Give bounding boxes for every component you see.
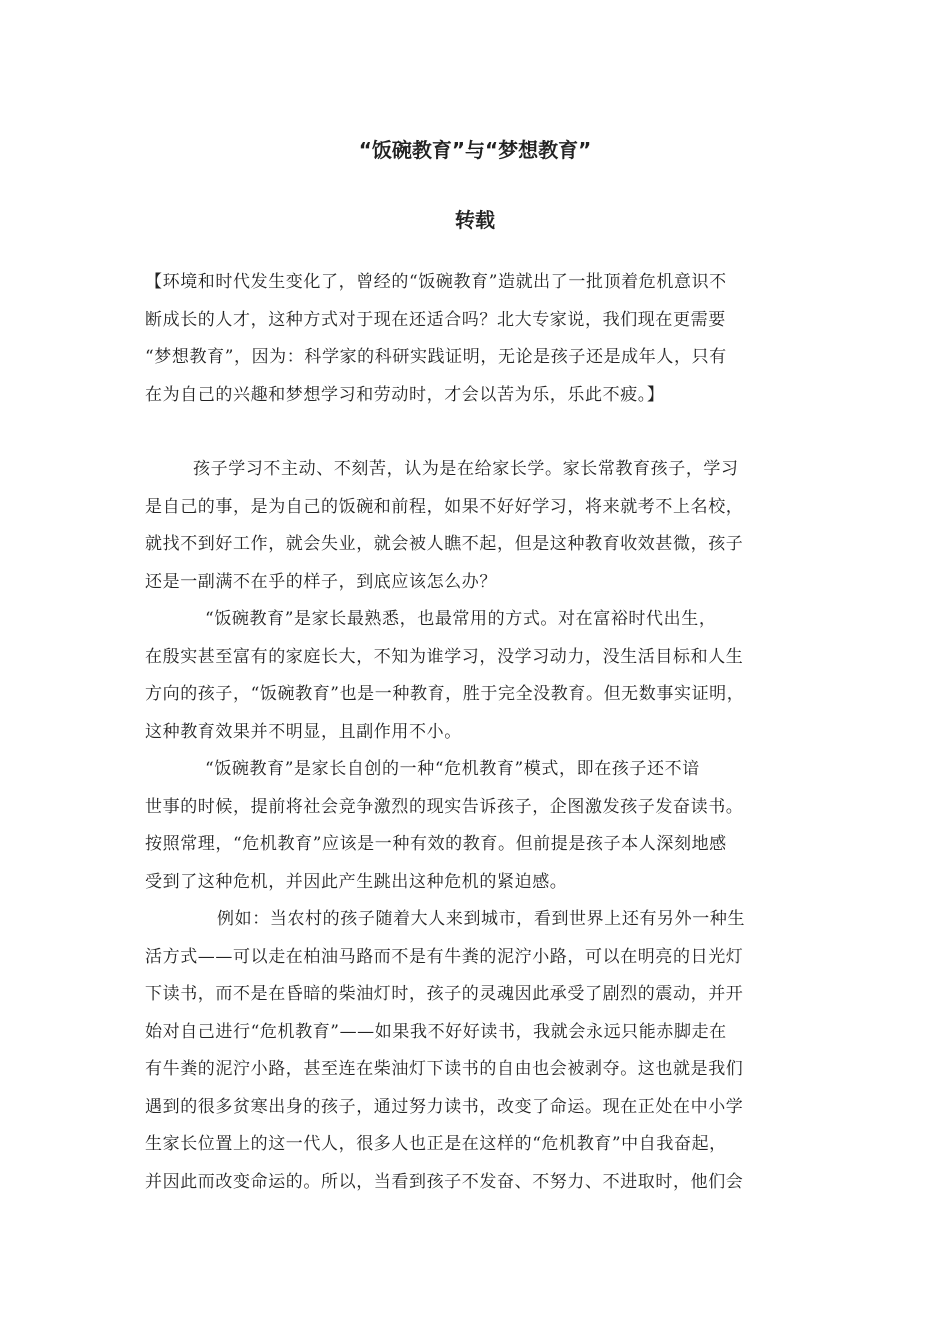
summary-line: 在为自己的兴趣和梦想学习和劳动时，才会以苦为乐，乐此不疲。】	[145, 384, 665, 405]
body-line: 在殷实甚至富有的家庭长大，不知为谁学习，没学习动力，没生活目标和人生	[145, 646, 744, 667]
body-line: 世事的时候，提前将社会竞争激烈的现实告诉孩子，企图激发孩子发奋读书。	[145, 796, 744, 817]
body-line: 遇到的很多贫寒出身的孩子，通过努力读书，改变了命运。现在正处在中小学	[145, 1096, 744, 1117]
body-line: 受到了这种危机，并因此产生跳出这种危机的紧迫感。	[145, 871, 568, 892]
body-line: “饭碗教育”是家长自创的一种“危机教育”模式，即在孩子还不谙	[145, 759, 700, 779]
body-line: 孩子学习不主动、不刻苦，认为是在给家长学。家长常教育孩子，学习	[145, 459, 739, 479]
body-line: 还是一副满不在乎的样子，到底应该怎么办？	[145, 571, 497, 592]
summary-paragraph	[145, 264, 815, 414]
body-line: “饭碗教育”是家长最熟悉，也最常用的方式。对在富裕时代出生，	[145, 609, 717, 629]
body-line: 这种教育效果并不明显，且副作用不小。	[145, 721, 462, 742]
body-line: 方向的孩子，“饭碗教育”也是一种教育，胜于完全没教育。但无数事实证明，	[145, 684, 745, 704]
summary-line: 【环境和时代发生变化了，曾经的“饭碗教育”造就出了一批顶着危机意识不	[145, 272, 727, 292]
body-line: 是自己的事，是为自己的饭碗和前程，如果不好好学习，将来就考不上名校，	[145, 496, 744, 517]
body-line: 就找不到好工作，就会失业，就会被人瞧不起，但是这种教育收效甚微，孩子	[145, 534, 744, 554]
document-title: “饭碗教育”与“梦想教育”	[358, 138, 592, 162]
body-text	[145, 451, 815, 1201]
body-line: 下读书，而不是在昏暗的柴油灯时，孩子的灵魂因此承受了剧烈的震动，并开	[145, 984, 744, 1004]
body-line: 生家长位置上的这一代人，很多人也正是在这样的“危机教育”中自我奋起，	[145, 1134, 727, 1154]
body-line: 例如：当农村的孩子随着大人来到城市，看到世界上还有另外一种生	[145, 909, 746, 929]
body-line: 并因此而改变命运的。所以，当看到孩子不发奋、不努力、不进取时，他们会	[145, 1171, 744, 1192]
body-line: 有牛粪的泥泞小路，甚至连在柴油灯下读书的自由也会被剥夺。这也就是我们	[145, 1059, 744, 1079]
document-subtitle: 转载	[455, 208, 495, 232]
body-line: 按照常理，“危机教育”应该是一种有效的教育。但前提是孩子本人深刻地感	[145, 834, 727, 854]
body-line: 活方式——可以走在柏油马路而不是有牛粪的泥泞小路，可以在明亮的日光灯	[145, 946, 744, 967]
summary-line: 断成长的人才，这种方式对于现在还适合吗？北大专家说，我们现在更需要	[145, 309, 726, 330]
body-line: 始对自己进行“危机教育”——如果我不好好读书，我就会永远只能赤脚走在	[145, 1021, 727, 1042]
summary-line: “梦想教育”，因为：科学家的科研实践证明，无论是孩子还是成年人，只有	[145, 347, 727, 367]
